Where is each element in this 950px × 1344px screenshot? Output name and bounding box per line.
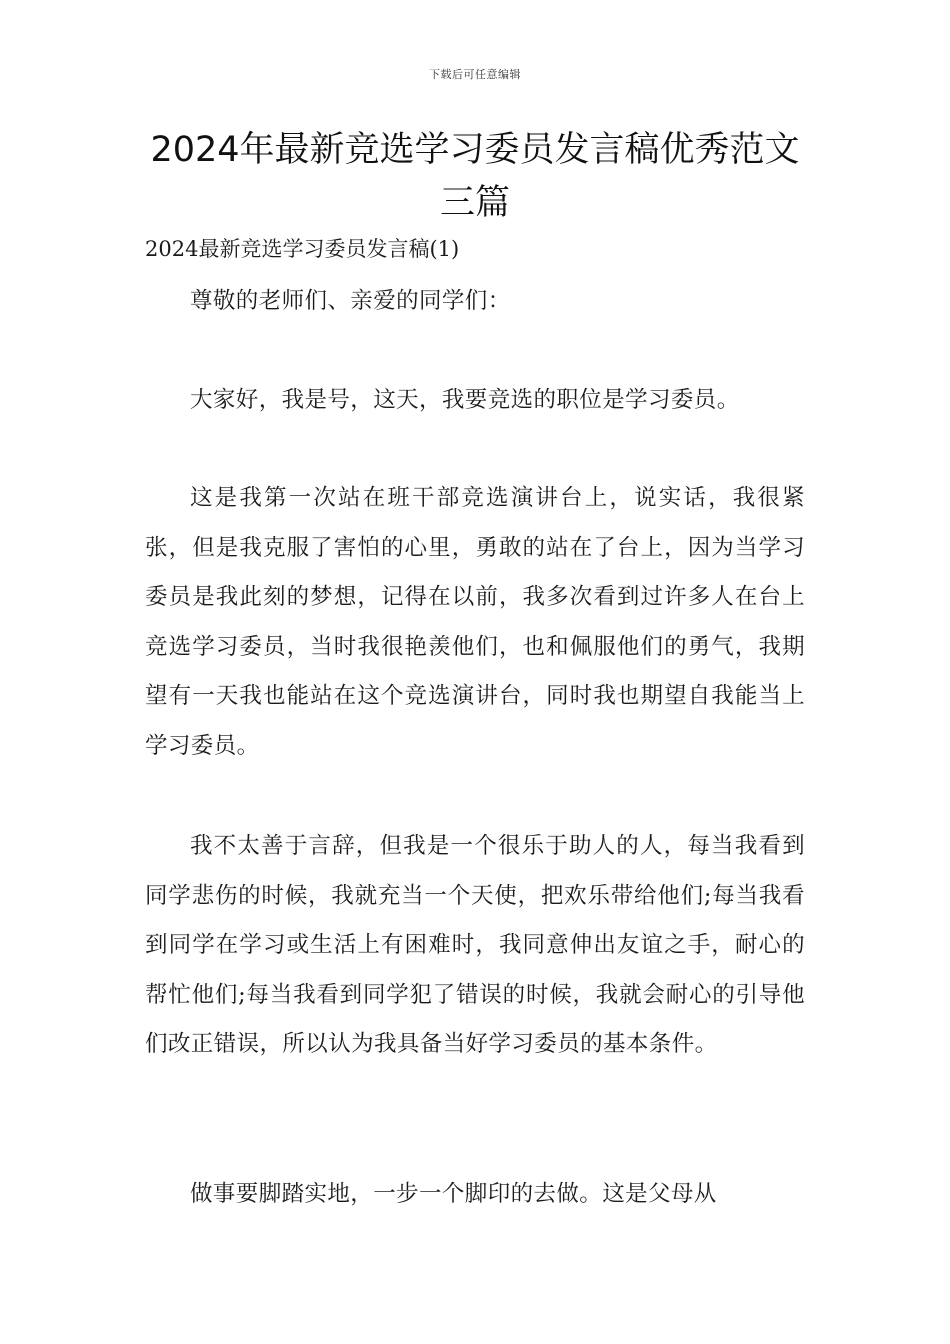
paragraph-body: 我不太善于言辞，但我是一个很乐于助人的人，每当我看到同学悲伤的时候，我就充当一个天使，把欢乐带给他们;每当我看到同学在学习或生活上有困难时，我同意伸出友谊之手，耐心的帮忙他们;每当我看到同学犯了错误的时候，我就会耐心的引导他们改正错误，所以认为我具备当好学习委员的基本条件。: [145, 833, 805, 1057]
paragraph-body: 这是我第一次站在班干部竞选演讲台上，说实话，我很紧张，但是我克服了害怕的心里，勇敢的站在了台上，因为当学习委员是我此刻的梦想，记得在以前，我多次看到过许多人在台上竞选学习委员，当时我很艳羡他们，也和佩服他们的勇气，我期望有一天我也能站在这个竞选演讲台，同时我也期望自我能当上学习委员。: [145, 485, 805, 759]
document-title: 2024年最新竞选学习委员发言稿优秀范文三篇: [150, 130, 800, 223]
paragraph-greeting: 尊敬的老师们、亲爱的同学们：: [190, 288, 511, 314]
paragraph-body: 做事要脚踏实地，一步一个脚印的去做。这是父母从: [190, 1181, 717, 1207]
section-heading: 2024最新竞选学习委员发言稿(1): [145, 237, 460, 261]
paragraph-intro: 大家好，我是号，这天，我要竞选的职位是学习委员。: [190, 387, 740, 413]
header-note: 下载后可任意编辑: [429, 68, 521, 81]
